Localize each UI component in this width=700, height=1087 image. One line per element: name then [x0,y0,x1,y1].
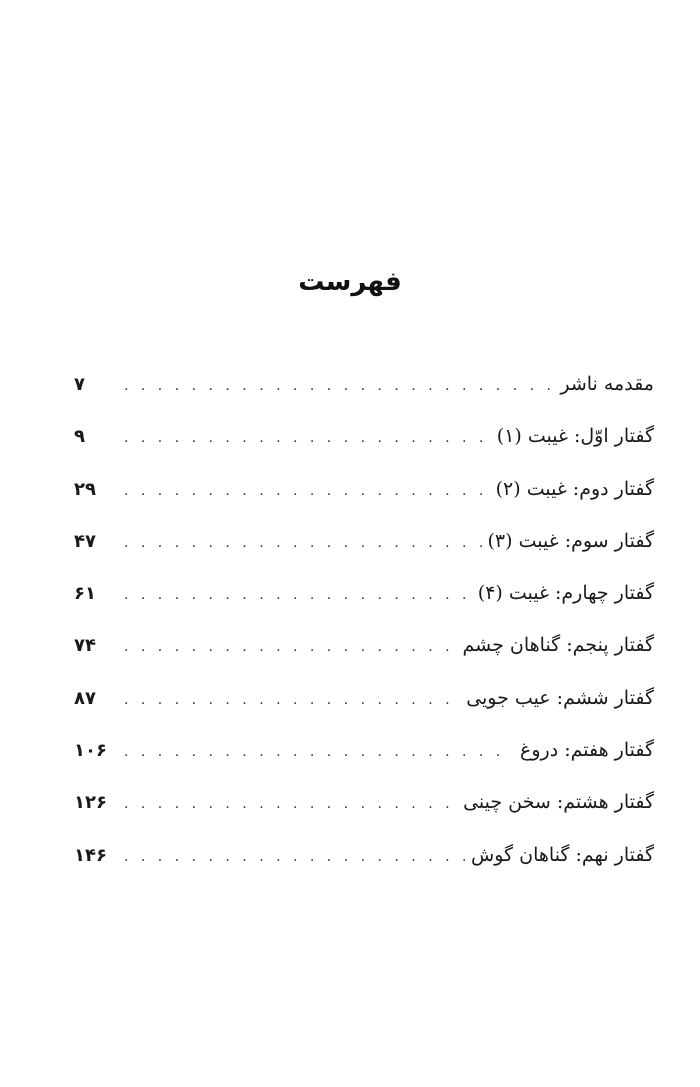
dot-leader [124,680,460,720]
toc-entry [74,782,654,834]
toc-entry [74,573,654,625]
dot-leader [124,732,514,772]
toc-entry-title: گفتار دوم: غیبت (۲) [495,477,654,500]
dot-leader [124,418,491,458]
dot-leader [124,837,465,877]
toc-entry-title: گفتار سوم: غیبت (۳) [487,529,654,552]
toc-page-number: ۱۰۶ [74,740,107,762]
toc-entry [74,678,654,730]
dot-leader [124,366,554,406]
toc-entry-title: گفتار هشتم: سخن چینی [463,791,654,814]
toc-entry [74,730,654,782]
toc-page-number: ۹ [74,426,85,448]
table-of-contents [74,364,654,887]
dot-leader [124,523,482,563]
toc-entry-title: گفتار پنجم: گناهان چشم [462,634,654,657]
dot-leader [124,784,457,824]
toc-entry-title: گفتار ششم: عیب جویی [466,686,654,709]
toc-entry [74,469,654,521]
toc-entry [74,625,654,677]
dot-leader [124,471,490,511]
toc-entry [74,835,654,887]
dot-leader [124,627,457,667]
toc-entry [74,521,654,573]
toc-entry-title: گفتار نهم: گناهان گوش [471,843,654,866]
toc-page-number: ۲۹ [74,478,96,500]
toc-page-number: ۷ [74,374,85,395]
toc-entry [74,364,654,416]
page-title: فهرست [298,267,402,297]
toc-entry-title: گفتار چهارم: غیبت (۴) [477,582,654,605]
toc-page-number: ۱۴۶ [74,844,107,866]
toc-page-number: ۴۷ [74,530,96,552]
toc-entry [74,416,654,468]
toc-entry-title: مقدمه ناشر [560,373,654,395]
toc-entry-title: گفتار هفتم: دروغ [520,739,654,762]
dot-leader [124,575,472,615]
toc-page-number: ۱۲۶ [74,792,107,814]
toc-entry-title: گفتار اوّل: غیبت (۱) [496,425,654,448]
toc-page-number: ۸۷ [74,687,96,709]
toc-page-number: ۷۴ [74,635,96,657]
toc-page-number: ۶۱ [74,583,96,605]
